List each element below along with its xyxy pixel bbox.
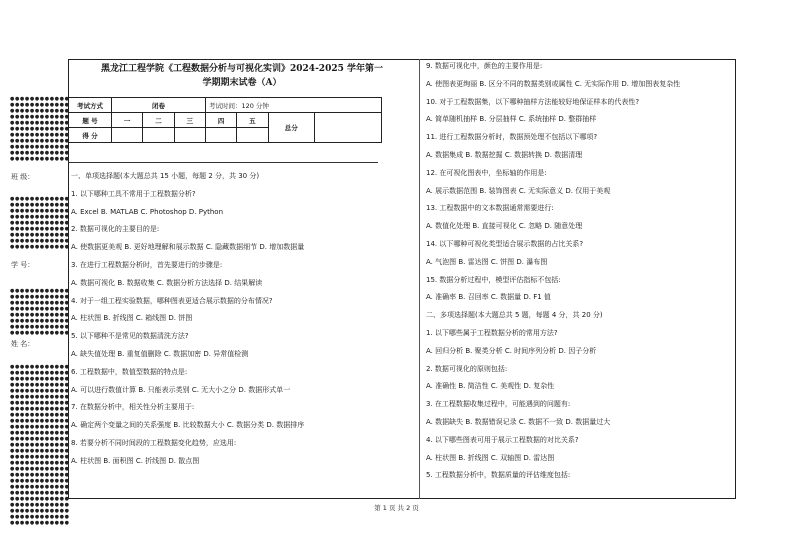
total-score-cell[interactable] — [315, 113, 382, 143]
score-table — [68, 97, 382, 143]
question-text: A. 准确率 B. 召回率 C. 数据量 D. F1 值 — [426, 293, 551, 302]
section-rule — [68, 162, 378, 163]
question-text: A. 数据缺失 B. 数据错误记录 C. 数据不一致 D. 数据量过大 — [426, 417, 611, 426]
question-text: 4. 以下哪些图表可用于展示工程数据的对比关系? — [426, 435, 579, 444]
question-text: A. 柱状图 B. 折线图 C. 箱线图 D. 饼图 — [71, 314, 193, 323]
binding-dots: ●●●●●●●●●●●● ●●●●●●●●●●●● ●●●●●●●●●●●● ●●●●●●●●●●●● ●●●●●●●●●●●● ●●●●●●●●●●●● ●●●●●●●●●●●● ●●●●●●●●●●●● — [10, 288, 70, 336]
title-line-2: 学期期末试卷（A） — [202, 78, 282, 88]
question-text: A. 回归分析 B. 聚类分析 C. 时间序列分析 D. 因子分析 — [426, 346, 597, 355]
page-footer: 第 1 页 共 2 页 — [374, 504, 419, 512]
question-text: 3. 在进行工程数据分析时，首先要进行的步骤是: — [71, 260, 223, 269]
question-text: 12. 在可视化图表中，坐标轴的作用是: — [426, 168, 547, 177]
title-line-1: 黑龙江工程学院《工程数据分析与可视化实训》2024-2025 学年第一 — [101, 64, 383, 74]
question-text: 6. 工程数据中，数值型数据的特点是: — [71, 367, 188, 376]
question-text: A. 使数据更美观 B. 更好地理解和展示数据 C. 隐藏数据细节 D. 增加数据量 — [71, 243, 305, 252]
question-text: 二、多项选择题(本大题总共 5 题，每题 4 分，共 20 分) — [426, 311, 603, 320]
question-text: A. 可以进行数值计算 B. 只能表示类别 C. 无大小之分 D. 数据形式单一 — [71, 385, 291, 394]
question-text: 10. 对于工程数据集，以下哪种抽样方法能较好地保证样本的代表性? — [426, 97, 640, 106]
score-cell-3[interactable] — [174, 128, 205, 143]
score-cell-1[interactable] — [112, 128, 143, 143]
exam-title — [72, 62, 412, 90]
score-cell-2[interactable] — [143, 128, 174, 143]
score-cell-4[interactable] — [205, 128, 236, 143]
question-text: 9. 数据可视化中，颜色的主要作用是: — [426, 62, 543, 70]
question-text: A. 气泡图 B. 雷达图 C. 饼图 D. 瀑布图 — [426, 257, 548, 266]
col-header-1: 一 — [112, 113, 143, 128]
right-column — [426, 62, 732, 489]
question-number-label: 题 号 — [69, 113, 112, 128]
question-text: 15. 数据分析过程中，模型评估指标不包括: — [426, 275, 561, 284]
question-text: 4. 对于一组工程实验数据，哪种图表更适合展示数据的分布情况? — [71, 296, 273, 305]
question-text: A. 简单随机抽样 B. 分层抽样 C. 系统抽样 D. 整群抽样 — [426, 115, 597, 124]
exam-mode-value: 闭卷 — [112, 98, 206, 113]
question-text: 8. 若要分析不同时间段的工程数据变化趋势，应选用: — [71, 438, 237, 447]
question-text: 5. 以下哪种不是常见的数据清洗方法? — [71, 332, 189, 341]
question-text: 3. 在工程数据收集过程中，可能遇到的问题有: — [426, 400, 571, 409]
question-text: A. 展示数据范围 B. 装饰图表 C. 无实际意义 D. 仅用于美观 — [426, 186, 611, 195]
question-text: A. 准确性 B. 简洁性 C. 美观性 D. 复杂性 — [426, 382, 555, 391]
question-text: A. 数据集成 B. 数据挖掘 C. 数据转换 D. 数据清理 — [426, 150, 583, 159]
question-text: 5. 工程数据分析中，数据质量的评估维度包括: — [426, 471, 571, 480]
question-text: A. 数据可视化 B. 数据收集 C. 数据分析方法选择 D. 结果解读 — [71, 278, 263, 287]
question-text: A. 使图表更绚丽 B. 区分不同的数据类别或属性 C. 无实际作用 D. 增加图表复杂性 — [426, 79, 681, 88]
question-text: 2. 数据可视化的原则包括: — [426, 364, 508, 373]
question-text: A. 柱状图 B. 折线图 C. 双轴图 D. 雷达图 — [426, 453, 555, 462]
question-text: 14. 以下哪种可视化类型适合展示数据的占比关系? — [426, 239, 584, 248]
column-divider — [419, 59, 420, 499]
question-text: 一、单项选择题(本大题总共 15 小题，每题 2 分，共 30 分) — [71, 172, 260, 180]
question-text: 7. 在数据分析中，相关性分析主要用于: — [71, 403, 195, 412]
class-label: 班 级： — [11, 173, 35, 181]
binding-dots: ●●●●●●●●●●●● ●●●●●●●●●●●● ●●●●●●●●●●●● ●●●●●●●●●●●● ●●●●●●●●●●●● ●●●●●●●●●●●● ●●●●●●●●●●●● ●●●●●●●●●●●● ●●●●●●●●●●●● — [10, 196, 70, 250]
col-header-2: 二 — [143, 113, 174, 128]
question-text: 11. 进行工程数据分析时，数据预处理不包括以下哪项? — [426, 133, 598, 142]
exam-time: 考试时间：120 分钟 — [205, 98, 381, 113]
score-cell-5[interactable] — [237, 128, 268, 143]
question-text: A. 数值化处理 B. 直接可视化 C. 忽略 D. 随意处理 — [426, 222, 583, 231]
question-text: A. Excel B. MATLAB C. Photoshop D. Python — [71, 207, 224, 216]
question-text: 13. 工程数据中的文本数据通常需要进行: — [426, 204, 554, 213]
col-header-5: 五 — [237, 113, 268, 128]
question-text: 1. 以下哪种工具不常用于工程数据分析? — [71, 189, 196, 198]
question-text: 1. 以下哪些属于工程数据分析的常用方法? — [426, 328, 558, 337]
col-header-3: 三 — [174, 113, 205, 128]
exam-mode-label: 考试方式 — [69, 98, 112, 113]
binding-dots: ●●●●●●●●●●●● ●●●●●●●●●●●● ●●●●●●●●●●●● ●●●●●●●●●●●● ●●●●●●●●●●●● ●●●●●●●●●●●● ●●●●●●●●●●●● ●●●●●●●●●●●● ●●●●●●●●●●●● ●●●●●●●●●●●● ●●●●●●●●●●●● ●●●●●●●●●●●● ●●●●●●●●●●●● ●●●●●●●●●●●● ●●●●●●●●●●●● ●●●●●●●●●●●● ●●●●●●●●●●●● ●●●●●●●●●●●● ●●●●●●●●●●●● ●●●●●●●●●●●● ●●●●●●●●●●●● ●●●●●●●●●●●● ●●●●●●●●●●●● ●●●●●●●●●●●● ●●●●●●●●●●●● ●●●●●●●●●●●● ●●●●●●●●●●●● — [10, 364, 70, 526]
col-header-4: 四 — [205, 113, 236, 128]
question-text: A. 柱状图 B. 面积图 C. 折线图 D. 散点图 — [71, 456, 200, 465]
question-text: A. 缺失值处理 B. 重复值删除 C. 数据加密 D. 异常值检测 — [71, 349, 249, 358]
question-text: 2. 数据可视化的主要目的是: — [71, 225, 160, 234]
left-column — [71, 172, 379, 475]
name-label: 姓 名： — [11, 340, 35, 348]
score-row-label: 得 分 — [69, 128, 112, 143]
question-text: A. 确定两个变量之间的关系强度 B. 比较数据大小 C. 数据分类 D. 数据排序 — [71, 421, 305, 430]
total-score-label: 总分 — [268, 113, 314, 143]
student-id-label: 学 号： — [11, 261, 35, 269]
binding-dots: ●●●●●●●●●●●● ●●●●●●●●●●●● ●●●●●●●●●●●● ●●●●●●●●●●●● ●●●●●●●●●●●● ●●●●●●●●●●●● ●●●●●●●●●●●● ●●●●●●●●●●●● ●●●●●●●●●●●● ●●●●●●●●●●●● ●●●●●●●●●●●● — [10, 96, 70, 162]
